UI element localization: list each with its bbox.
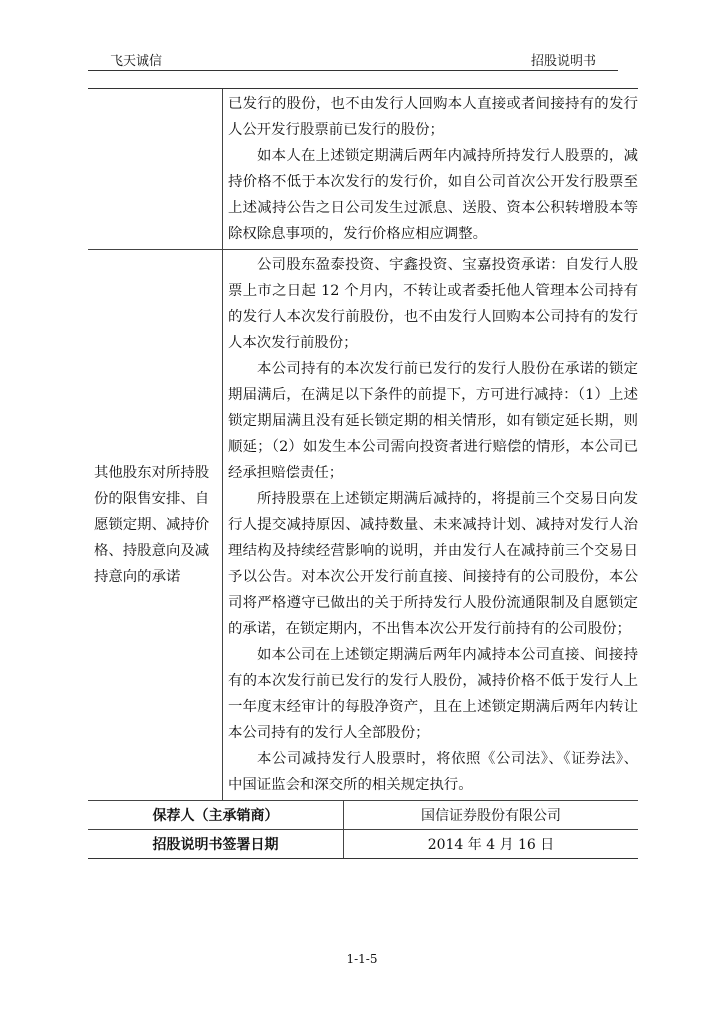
empty-label-cell: [88, 89, 223, 249]
commitment-paragraph: 所持股票在上述锁定期满后减持的，将提前三个交易日向发行人提交减持原因、减持数量、未来减持计划、减持对发行人治理结构及持续经营影响的说明，并由发行人在减持前三个交易日予以公告。对本次公开发行前直接、间接持有的公司股份，本公司将严格遵守已做出的关于所持发行人股份流通限制及自愿锁定的承诺，在锁定期内，不出售本次公开发行前持有的公司股份；: [228, 491, 638, 637]
section-label: 其他股东对所持股份的限售安排、自愿锁定期、减持价格、持股意向及减持意向的承诺: [94, 465, 210, 585]
signing-date-value: 2014 年 4 月 16 日: [427, 837, 555, 853]
table-row-other-shareholders: [88, 250, 638, 801]
table-row-continuation: [88, 88, 638, 250]
sponsor-label: 保荐人（主承销商）: [88, 801, 344, 829]
commitment-paragraph: 公司股东盈泰投资、宇鑫投资、宝嘉投资承诺：自发行人股票上市之日起 12 个月内，不转让或者委托他人管理本公司持有的发行人本次发行前股份，也不由发行人回购本公司持有的发行人本次发行前股份；: [228, 257, 638, 351]
commitment-paragraph: 本公司持有的本次发行前已发行的发行人股份在承诺的锁定期届满后，在满足以下条件的前提下，方可进行减持：（1）上述锁定期届满且没有延长锁定期的相关情形，如有锁定延长期，则顺延；（2）如发生本公司需向投资者进行赔偿的情形，本公司已经承担赔偿责任；: [228, 361, 638, 481]
continuation-paragraph: 已发行的股份，也不由发行人回购本人直接或者间接持有的发行人公开发行股票前已发行的股份；: [228, 96, 638, 138]
section-content-cell: [223, 250, 638, 800]
commitment-paragraph: 如本公司在上述锁定期满后两年内减持本公司直接、间接持有的本次发行前已发行的发行人股份，减持价格不低于发行人上一年度末经审计的每股净资产，且在上述锁定期满后两年内转让本公司持有的发行人全部股份；: [228, 647, 638, 741]
commitment-table: [88, 88, 638, 859]
section-label-cell: [88, 250, 223, 800]
page-number: 1-1-5: [346, 952, 378, 966]
sponsor-value: 国信证券股份有限公司: [421, 808, 561, 824]
continuation-cell: [223, 89, 638, 249]
signing-date-label: 招股说明书签署日期: [88, 830, 344, 858]
sponsor-row: [88, 801, 638, 830]
page-header: [88, 48, 618, 71]
header-doc-type: 招股说明书: [530, 54, 596, 69]
commitment-paragraph: 本公司减持发行人股票时，将依照《公司法》、《证券法》、中国证监会和深交所的相关规定执行。: [228, 751, 638, 793]
signing-date-row: [88, 830, 638, 859]
continuation-paragraph: 如本人在上述锁定期满后两年内减持所持发行人股票的，减持价格不低于本次发行的发行价，如自公司首次公开发行股票至上述减持公告之日公司发生过派息、送股、资本公积转增股本等除权除息事项的，发行价格应相应调整。: [228, 148, 638, 242]
header-company: 飞天诚信: [110, 54, 163, 69]
